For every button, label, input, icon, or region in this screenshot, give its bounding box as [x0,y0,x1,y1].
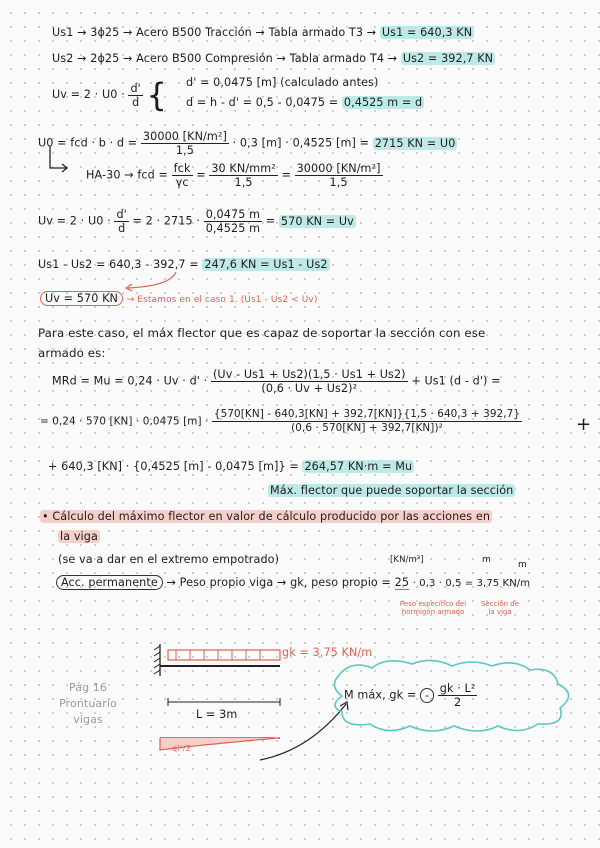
length-label: L = 3m [196,708,238,721]
calc-line: = 0,24 · 570 [KN] · 0,0475 [m] · $\frac{\{570[KN] - 640,3[KN] + 392,7[KN]\}\{1,5 \cdot 640,3 + 392,7\}}{\text{(0,6 · 570[KN] + 392,7[KN])²}}$ [40,408,521,434]
calc2-line: + 640,3 [KN] · {0,4525 [m] - 0,0475 [m]} = 264,57 KN·m = Mu [48,460,413,473]
minus-bubble: - [420,688,434,703]
ha-frac3: $\frac{\text{30000 [KN/m²]}}{1,5}$ [296,162,381,189]
uv-box: Uv = 570 KN [40,291,123,306]
max-note: Máx. flector que puede soportar la sección [270,484,514,497]
mrd-line: MRd = Mu = 0,24 · Uv · d' · $\frac{(Uv - Us1 + Us2)(1,5 \cdot Us1 + Us2)}{\text{(0,6 · Uv + Us2)²}}$ + Us1 (d - d') = [52,368,501,395]
calc-plus: + [576,414,592,435]
pag-note: Pág 16 Prontuario vigas [59,681,117,726]
brace: { [146,76,167,114]
diff-result: 247,6 KN = Us1 - Us2 [204,258,328,271]
load-box [168,650,280,660]
d-result: 0,4525 m = d [343,96,423,109]
ha-line: HA-30 → fcd = $\frac{\text{fck}}{\gamma c}$ = $\frac{\text{30 KN/mm²}}{1,5}$ = $\frac{\text{30000 [KN/m²]}}{1,5}$ [86,162,381,189]
u0-line: U0 = fcd · b · d = $\frac{\text{30000 [KN/m²]}}{1,5}$ · 0,3 [m] · 0,4525 [m] = 2715 KN = U0 [38,130,456,157]
uv-b2: d = h - d' = 0,5 - 0,0475 = 0,4525 m = d [186,96,423,109]
gk-25: 25 [394,576,410,589]
unit-m1: m [482,555,491,565]
bullet-line2: la viga [60,530,98,543]
us2-text: Us2 → 2ϕ25 → Acero B500 Compresión → Tabla armado T4 → [52,52,398,65]
extremo-line: (se va a dar en el extremo empotrado) [58,553,280,566]
uv-box-line [40,292,317,305]
uv-lhs: Uv = 2 · U0 · [52,88,125,101]
us2-result: Us2 = 392,7 KN [402,52,494,65]
hook-arrow-icon [48,146,68,176]
gk-load-label: gk = 3,75 KN/m [282,646,373,659]
units-top: [KN/m³] [390,555,424,565]
caso-note: → Estamos en el caso 1. (Us1 - Us2 < Uv) [126,295,318,305]
uv-fraction: $\frac{d'}{d}$ [130,81,141,109]
acc-bubble: Acc. permanente [56,575,163,590]
u0-result: 2715 KN = U0 [374,136,456,150]
mmax-line: M máx, gk = - $\frac{\text{gk · L²}}{2}$ [344,682,476,709]
us1-result: Us1 = 640,3 KN [381,26,473,39]
uv-result: 570 KN = Uv [280,214,354,228]
bullet-line1: • Cálculo del máximo flector en valor de cálculo producido por las acciones en [42,510,491,523]
line-us2 [52,52,495,65]
mu-result: 264,57 KN·m = Mu [304,460,413,473]
para-line1: Para este caso, el máx flector que es capaz de soportar la sección con ese [38,326,486,340]
line-us1 [52,26,474,39]
para-line2: armado es: [38,346,106,360]
unit-m2: m [518,560,527,570]
diff-line: Us1 - Us2 = 640,3 - 392,7 = 247,6 KN = Us1 - Us2 [38,258,328,271]
peso-esp-note: Peso específico del hormigón armado [399,600,467,616]
ql2-label: ql²/2 [172,744,191,753]
ha-frac1: $\frac{\text{fck}}{\gamma c}$ [173,162,191,189]
u0-fraction: $\frac{\text{30000 [KN/m²]}}{1,5}$ [142,130,227,157]
seccion-note: Sección de la viga [480,600,520,616]
uv-calc: Uv = 2 · U0 · $\frac{d'}{d}$ = 2 · 2715 · $\frac{0,0475 m}{0,4525 m}$ = 570 KN = Uv [38,208,354,235]
acc-line: Acc. permanente → Peso propio viga → gk, peso propio = 25 · 0,3 · 0,5 = 3,75 KN/m [56,576,530,589]
ha-frac2: $\frac{\text{30 KN/mm²}}{1,5}$ [211,162,276,189]
us1-text: Us1 → 3ϕ25 → Acero B500 Tracción → Tabla armado T3 → [52,26,377,39]
curve-arrow-icon [120,272,180,292]
uv-definition [52,76,167,114]
uv-b1: d' = 0,0475 [m] (calculado antes) [186,76,379,89]
